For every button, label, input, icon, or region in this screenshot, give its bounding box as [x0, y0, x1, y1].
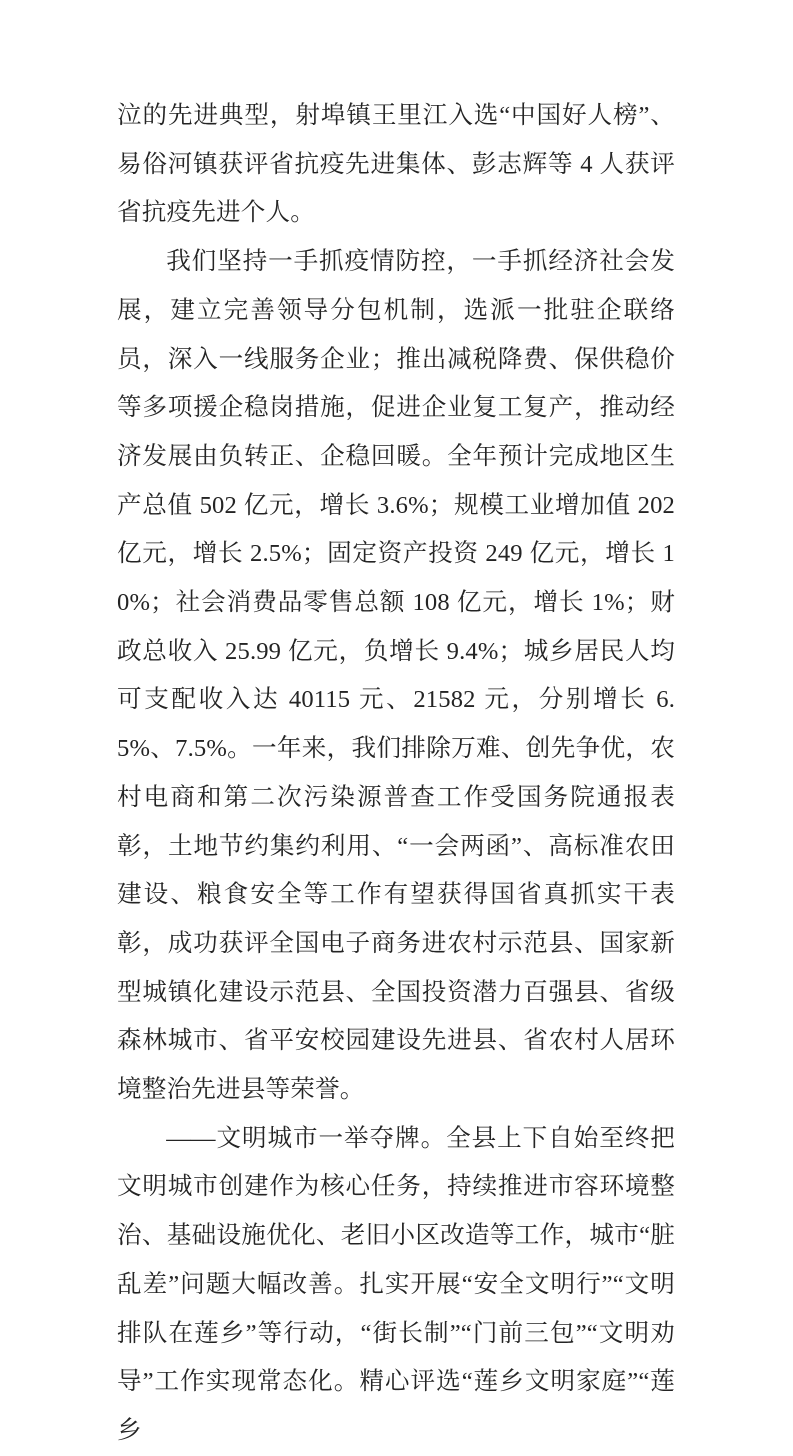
paragraph-2: 我们坚持一手抓疫情防控，一手抓经济社会发展，建立完善领导分包机制，选派一批驻企联络员，深入一线服务企业；推出减税降费、保供稳价等多项援企稳岗措施，促进企业复工复产，推动经济发展由负转正、企稳回暖。全年预计完成地区生产总值 502 亿元，增长 3.6%；规模工业增加值 202 亿元，增长 2.5%；固定资产投资 249 亿元，增长 10%；社会消费品零售总额 108 亿元，增长 1%；财政总收入 25.99 亿元，负增长 9.4%；城乡居民人均可支配收入达 40115 元、21582 元，分别增长 6.5%、7.5%。一年来，我们排除万难、创先争优，农村电商和第二次污染源普查工作受国务院通报表彰，土地节约集约利用、“一会两函”、高标准农田建设、粮食安全等工作有望获得国省真抓实干表彰，成功获评全国电子商务进农村示范县、国家新型城镇化建设示范县、全国投资潜力百强县、省级森林城市、省平安校园建设先进县、省农村人居环境整治先进县等荣誉。	[117, 248, 675, 1104]
paragraph-1: 泣的先进典型，射埠镇王里江入选“中国好人榜”、易俗河镇获评省抗疫先进集体、彭志辉等 4 人获评省抗疫先进个人。	[117, 102, 675, 227]
paragraph-3: ——文明城市一举夺牌。全县上下自始至终把文明城市创建作为核心任务，持续推进市容环境整治、基础设施优化、老旧小区改造等工作，城市“脏乱差”问题大幅改善。扎实开展“安全文明行”“文明排队在莲乡”等行动，“街长制”“门前三包”“文明劝导”工作实现常态化。精心评选“莲乡文明家庭”“莲乡	[117, 1124, 675, 1444]
document-text-body	[117, 92, 675, 1456]
